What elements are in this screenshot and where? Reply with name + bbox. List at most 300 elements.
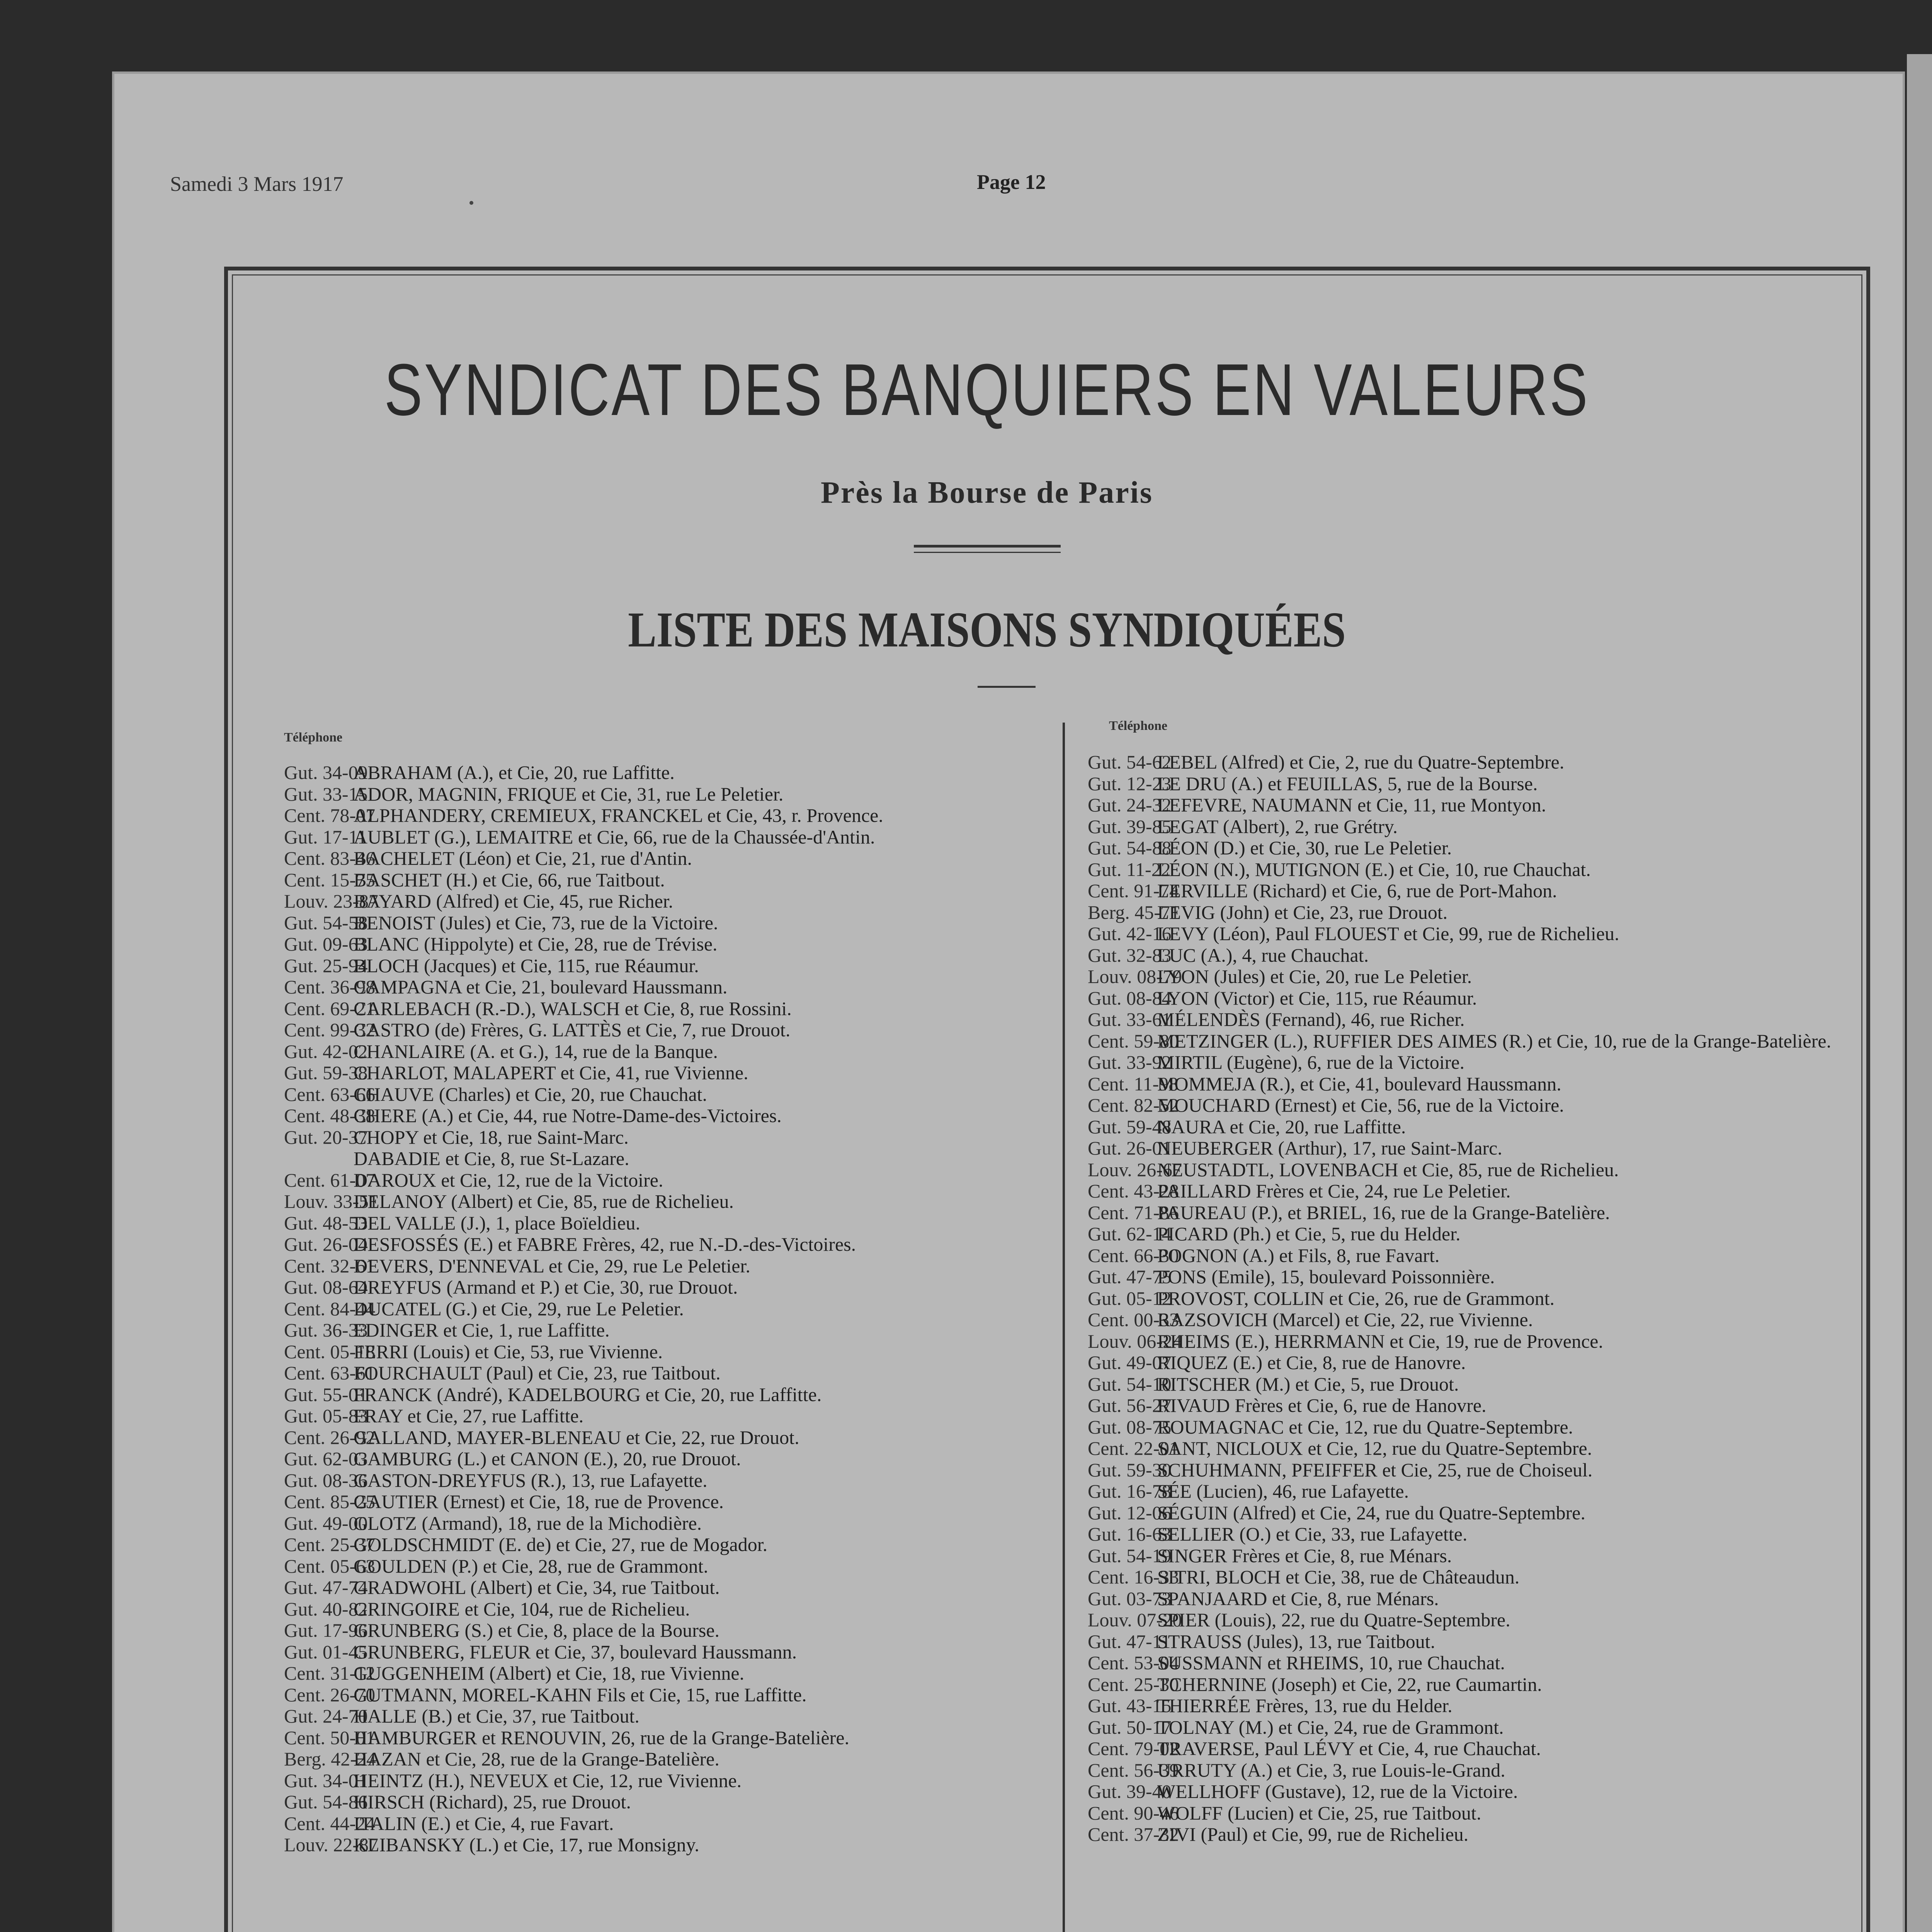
phone-exchange: Gut. 36-33 (284, 1319, 368, 1341)
phone-exchange: Gut. 16-63 (1088, 1523, 1172, 1545)
member-name-address: FRAY et Cie, 27, rue Laffitte. (354, 1405, 584, 1427)
member-entry (284, 827, 883, 848)
member-name-address: HEINTZ (H.), NEVEUX et Cie, 12, rue Vivienne. (354, 1769, 742, 1791)
member-name-address: HAMBURGER et RENOUVIN, 26, rue de la Grange-Batelière. (354, 1726, 850, 1748)
phone-exchange: Cent. 84-44 (284, 1298, 376, 1320)
member-entry (284, 1470, 883, 1492)
member-entry (1088, 1009, 1831, 1031)
phone-exchange: Cent. 61-07 (284, 1169, 376, 1191)
member-name-address: GAUTIER (Ernest) et Cie, 18, rue de Provence. (354, 1491, 724, 1512)
member-entry (1088, 1202, 1831, 1224)
phone-exchange: Gut. 43-15 (1088, 1695, 1172, 1716)
member-entry (1088, 1566, 1831, 1588)
member-name-address: SÉE (Lucien), 46, rue Lafayette. (1157, 1480, 1409, 1502)
phone-exchange: Gut. 48-53 (284, 1212, 368, 1234)
member-name-address: LE DRU (A.) et FEUILLAS, 5, rue de la Bourse. (1157, 772, 1538, 794)
member-entry (1088, 1288, 1831, 1310)
member-entry (284, 869, 883, 891)
phone-exchange: Cent. 78-07 (284, 804, 376, 826)
member-entry (1088, 1417, 1831, 1438)
member-entry (284, 1341, 883, 1363)
member-entry (284, 1084, 883, 1105)
member-entry (284, 1213, 883, 1234)
phone-exchange: Gut. 50-17 (1088, 1716, 1172, 1738)
phone-exchange: Cent. 56-39 (1088, 1759, 1179, 1781)
phone-exchange: Gut. 16-78 (1088, 1480, 1172, 1502)
phone-exchange: Cent. 00-33 (1088, 1309, 1179, 1330)
phone-exchange: Cent. 43-28 (1088, 1180, 1179, 1202)
phone-exchange: Berg. 42-24 (284, 1748, 376, 1770)
member-name-address: LEVIG (John) et Cie, 23, rue Drouot. (1157, 901, 1448, 923)
member-entry (1088, 1159, 1831, 1181)
phone-exchange: Gut. 20-37 (284, 1126, 368, 1148)
phone-exchange: Cent. 99-32 (284, 1019, 376, 1041)
phone-exchange: Gut. 54-10 (1088, 1373, 1172, 1395)
member-entry (1088, 773, 1831, 795)
member-entry (284, 1727, 883, 1749)
member-entry (1088, 837, 1831, 859)
member-name-address: DEVERS, D'ENNEVAL et Cie, 29, rue Le Peletier. (354, 1255, 750, 1277)
member-entry (284, 1577, 883, 1599)
member-name-address: PICARD (Ph.) et Cie, 5, rue du Helder. (1157, 1223, 1461, 1245)
phone-exchange: Cent. 69-21 (284, 997, 376, 1019)
member-entry (284, 1062, 883, 1084)
phone-exchange: Cent. 16-33 (1088, 1566, 1179, 1588)
phone-exchange: Gut. 59-30 (1088, 1459, 1172, 1481)
phone-exchange: Gut. 62-03 (284, 1448, 368, 1469)
phone-exchange: Cent. 22-01 (1088, 1437, 1179, 1459)
phone-exchange: Gut. 24-32 (1088, 794, 1172, 816)
phone-exchange: Gut. 39-40 (1088, 1781, 1172, 1802)
member-name-address: DABADIE et Cie, 8, rue St-Lazare. (354, 1148, 629, 1169)
phone-exchange: Cent. 85-25 (284, 1491, 376, 1512)
phone-exchange: Cent. 25-30 (1088, 1673, 1179, 1695)
member-entry (284, 1320, 883, 1341)
member-entry (1088, 1481, 1831, 1502)
syndicate-title: SYNDICAT DES BANQUIERS EN VALEURS (384, 349, 1590, 431)
member-entry (284, 1362, 883, 1384)
member-entry (1088, 1803, 1831, 1824)
phone-exchange: Gut. 26-01 (1088, 1137, 1172, 1159)
member-entry (1088, 1309, 1831, 1331)
member-entry (284, 1663, 883, 1684)
member-name-address: DUCATEL (G.) et Cie, 29, rue Le Peletier. (354, 1298, 684, 1320)
member-entry (284, 1770, 883, 1792)
member-name-address: SPIER (Louis), 22, rue du Quatre-Septembre. (1157, 1609, 1510, 1631)
member-entry (284, 1041, 883, 1063)
member-name-address: CARLEBACH (R.-D.), WALSCH et Cie, 8, rue Rossini. (354, 997, 792, 1019)
member-entry (1088, 1031, 1831, 1052)
member-name-address: POGNON (A.) et Fils, 8, rue Favart. (1157, 1244, 1440, 1266)
member-entry (284, 1448, 883, 1470)
member-name-address: GAMBURG (L.) et CANON (E.), 20, rue Drouot. (354, 1448, 741, 1469)
member-name-address: GLOTZ (Armand), 18, rue de la Michodière. (354, 1512, 702, 1534)
title-rule-top (914, 545, 1061, 548)
phone-exchange: Cent. 15-75 (284, 869, 376, 891)
phone-exchange: Gut. 54-62 (1088, 751, 1172, 773)
member-name-address: GRUNBERG (S.) et Cie, 8, place de la Bourse. (354, 1619, 720, 1641)
phone-exchange: Gut. 62-14 (1088, 1223, 1172, 1245)
member-name-address: GUGGENHEIM (Albert) et Cie, 18, rue Vivienne. (354, 1662, 745, 1684)
phone-exchange: Louv. 33-51 (284, 1190, 378, 1212)
member-entry (284, 1148, 883, 1170)
phone-exchange: Gut. 17-96 (284, 1619, 368, 1641)
member-name-address: GRINGOIRE et Cie, 104, rue de Richelieu. (354, 1598, 690, 1620)
phone-exchange: Cent. 79-02 (1088, 1738, 1179, 1759)
member-entry (1088, 1073, 1831, 1095)
masthead-page-number: Page 12 (977, 170, 1046, 194)
right-phone-header: Téléphone (1109, 719, 1168, 733)
phone-exchange: Cent. 50-01 (284, 1726, 376, 1748)
member-entry (1088, 880, 1831, 902)
phone-exchange: Cent. 26-70 (284, 1684, 376, 1706)
member-name-address: ADOR, MAGNIN, FRIQUE et Cie, 31, rue Le Peletier. (354, 783, 784, 805)
member-entry (1088, 1545, 1831, 1567)
phone-exchange: Gut. 54-88 (1088, 837, 1172, 859)
member-name-address: SCHUHMANN, PFEIFFER et Cie, 25, rue de Choiseul. (1157, 1459, 1593, 1481)
member-entry (1088, 945, 1831, 966)
member-entry (284, 955, 883, 977)
phone-exchange: Louv. 23-87 (284, 890, 378, 912)
member-entry (284, 1170, 883, 1191)
member-entry (284, 934, 883, 955)
member-entry (1088, 1266, 1831, 1288)
phone-exchange: Gut. 54-58 (284, 912, 368, 934)
member-entry (284, 1427, 883, 1449)
member-name-address: GRUNBERG, FLEUR et Cie, 37, boulevard Haussmann. (354, 1641, 797, 1663)
phone-exchange: Cent. 91-74 (1088, 880, 1179, 901)
member-name-address: HALLE (B.) et Cie, 37, rue Taitbout. (354, 1705, 639, 1727)
phone-exchange: Gut. 05-83 (284, 1405, 368, 1427)
member-name-address: FRANCK (André), KADELBOURG et Cie, 20, rue Laffitte. (354, 1383, 822, 1405)
left-phone-header: Téléphone (284, 730, 343, 745)
right-member-list (1088, 752, 1831, 1845)
print-speck (469, 201, 473, 205)
member-entry (1088, 1609, 1831, 1631)
member-name-address: RHEIMS (E.), HERRMANN et Cie, 19, rue de Provence. (1157, 1330, 1603, 1352)
member-name-address: BLOCH (Jacques) et Cie, 115, rue Réaumur. (354, 954, 699, 976)
member-name-address: GOULDEN (P.) et Cie, 28, rue de Grammont. (354, 1555, 708, 1577)
member-name-address: RITSCHER (M.) et Cie, 5, rue Drouot. (1157, 1373, 1459, 1395)
member-name-address: BLANC (Hippolyte) et Cie, 28, rue de Trévise. (354, 933, 718, 955)
phone-exchange: Cent. 44-24 (284, 1812, 376, 1834)
member-entry (284, 1599, 883, 1620)
member-name-address: PAUREAU (P.), et BRIEL, 16, rue de la Grange-Batelière. (1157, 1201, 1610, 1223)
member-entry (1088, 1502, 1831, 1524)
phone-exchange: Cent. 26-92 (284, 1426, 376, 1448)
member-entry (1088, 1674, 1831, 1696)
member-entry (284, 1405, 883, 1427)
phone-exchange: Cent. 90-46 (1088, 1802, 1179, 1824)
member-entry (1088, 1180, 1831, 1202)
member-entry (1088, 923, 1831, 945)
member-entry (1088, 1824, 1831, 1845)
member-entry (284, 1534, 883, 1556)
member-name-address: BACHELET (Léon) et Cie, 21, rue d'Antin. (354, 847, 692, 869)
phone-exchange: Gut. 33-61 (1088, 1009, 1172, 1030)
phone-exchange: Gut. 56-27 (1088, 1395, 1172, 1416)
member-name-address: NEUBERGER (Arthur), 17, rue Saint-Marc. (1157, 1137, 1502, 1159)
member-name-address: CHOPY et Cie, 18, rue Saint-Marc. (354, 1126, 629, 1148)
member-name-address: PAILLARD Frères et Cie, 24, rue Le Peletier. (1157, 1180, 1511, 1202)
member-entry (284, 1105, 883, 1127)
phone-exchange: Louv. 06-24 (1088, 1330, 1182, 1352)
member-entry (1088, 1459, 1831, 1481)
phone-exchange: Gut. 39-85 (1088, 815, 1172, 837)
phone-exchange: Cent. 82-52 (1088, 1094, 1179, 1116)
member-name-address: URRUTY (A.) et Cie, 3, rue Louis-le-Grand. (1157, 1759, 1505, 1781)
phone-exchange: Gut. 12-06 (1088, 1502, 1172, 1524)
member-entry (1088, 1331, 1831, 1352)
member-entry (284, 912, 883, 934)
member-entry (1088, 902, 1831, 923)
member-name-address: SITRI, BLOCH et Cie, 38, rue de Châteaudun. (1157, 1566, 1520, 1588)
member-name-address: FERRI (Louis) et Cie, 53, rue Vivienne. (354, 1340, 663, 1362)
phone-exchange: Cent. 36-98 (284, 976, 376, 998)
member-entry (284, 1491, 883, 1513)
phone-exchange: Cent. 71-86 (1088, 1201, 1179, 1223)
phone-exchange: Gut. 54-86 (284, 1791, 368, 1813)
adjacent-page-edge (1907, 54, 1932, 1932)
member-entry (284, 1706, 883, 1727)
member-entry (1088, 1781, 1831, 1803)
phone-exchange: Gut. 47-11 (1088, 1630, 1171, 1652)
member-name-address: RIVAUD Frères et Cie, 6, rue de Hanovre. (1157, 1395, 1486, 1416)
member-name-address: MOMMEJA (R.), et Cie, 41, boulevard Haussmann. (1157, 1073, 1561, 1095)
member-entry (284, 891, 883, 912)
member-entry (284, 1191, 883, 1213)
phone-exchange: Gut. 32-83 (1088, 944, 1172, 966)
member-entry (284, 1834, 883, 1856)
phone-exchange: Louv. 08-79 (1088, 966, 1182, 987)
phone-exchange: Gut. 17-11 (284, 826, 367, 848)
phone-exchange: Gut. 42-16 (1088, 923, 1172, 944)
member-entry (284, 1384, 883, 1406)
member-entry (1088, 816, 1831, 838)
member-name-address: SUSSMANN et RHEIMS, 10, rue Chauchat. (1157, 1652, 1505, 1673)
member-name-address: MIRTIL (Eugène), 6, rue de la Victoire. (1157, 1051, 1465, 1073)
member-entry (1088, 1374, 1831, 1395)
member-name-address: LEGAT (Albert), 2, rue Grétry. (1157, 815, 1398, 837)
member-entry (1088, 752, 1831, 773)
phone-exchange: Gut. 54-19 (1088, 1544, 1172, 1566)
member-entry (1088, 1352, 1831, 1374)
phone-exchange: Louv. 26-67 (1088, 1158, 1182, 1180)
member-entry (1088, 1138, 1831, 1159)
phone-exchange: Cent. 66-30 (1088, 1244, 1179, 1266)
member-name-address: GUTMANN, MOREL-KAHN Fils et Cie, 15, rue Laffitte. (354, 1684, 807, 1706)
member-entry (284, 1684, 883, 1706)
phone-exchange: Cent. 11-98 (1088, 1073, 1179, 1095)
member-entry (284, 998, 883, 1020)
member-entry (284, 848, 883, 869)
member-name-address: NEUSTADTL, LOVENBACH et Cie, 85, rue de Richelieu. (1157, 1158, 1619, 1180)
member-name-address: AUBLET (G.), LEMAITRE et Cie, 66, rue de la Chaussée-d'Antin. (354, 826, 875, 848)
phone-exchange: Gut. 12-23 (1088, 772, 1172, 794)
member-name-address: LYON (Victor) et Cie, 115, rue Réaumur. (1157, 987, 1477, 1009)
member-name-address: DREYFUS (Armand et P.) et Cie, 30, rue Drouot. (354, 1276, 738, 1298)
member-name-address: RIQUEZ (E.) et Cie, 8, rue de Hanovre. (1157, 1352, 1466, 1373)
member-entry (284, 762, 883, 784)
phone-exchange: Gut. 42-02 (284, 1040, 368, 1062)
phone-exchange: Gut. 49-07 (1088, 1352, 1172, 1373)
list-title-rule (978, 686, 1036, 688)
member-name-address: CASTRO (de) Frères, G. LATTÈS et Cie, 7, rue Drouot. (354, 1019, 791, 1041)
phone-exchange: Gut. 25-94 (284, 954, 368, 976)
column-divider (1063, 723, 1065, 1932)
member-name-address: MÉLENDÈS (Fernand), 46, rue Richer. (1157, 1009, 1465, 1030)
member-name-address: SELLIER (O.) et Cie, 33, rue Lafayette. (1157, 1523, 1468, 1545)
member-name-address: BAYARD (Alfred) et Cie, 45, rue Richer. (354, 890, 673, 912)
member-entry (1088, 1095, 1831, 1116)
phone-exchange: Gut. 59-48 (1088, 1116, 1172, 1138)
member-entry (1088, 1652, 1831, 1674)
member-entry (1088, 1631, 1831, 1653)
phone-exchange: Gut. 11-22 (1088, 858, 1171, 880)
member-entry (1088, 1717, 1831, 1738)
phone-exchange: Gut. 47-74 (284, 1577, 368, 1598)
phone-exchange: Louv. 07-20 (1088, 1609, 1182, 1631)
member-name-address: GALLAND, MAYER-BLENEAU et Cie, 22, rue Drouot. (354, 1426, 799, 1448)
member-entry (284, 1556, 883, 1577)
phone-exchange: Cent. 83-46 (284, 847, 376, 869)
phone-exchange: Gut. 34-09 (284, 762, 368, 783)
member-name-address: WELLHOFF (Gustave), 12, rue de la Victoire. (1157, 1781, 1518, 1802)
member-name-address: HAZAN et Cie, 28, rue de la Grange-Batelière. (354, 1748, 719, 1770)
member-entry (1088, 1588, 1831, 1610)
member-entry (1088, 1116, 1831, 1138)
title-rule-bottom (914, 552, 1061, 553)
member-entry (1088, 1524, 1831, 1545)
member-name-address: ZIVI (Paul) et Cie, 99, rue de Richelieu. (1157, 1823, 1469, 1845)
member-name-address: TOLNAY (M.) et Cie, 24, rue de Grammont. (1157, 1716, 1504, 1738)
member-name-address: SPANJAARD et Cie, 8, rue Ménars. (1157, 1587, 1439, 1609)
phone-exchange: Cent. 48-38 (284, 1105, 376, 1126)
member-name-address: LEBEL (Alfred) et Cie, 2, rue du Quatre-Septembre. (1157, 751, 1565, 773)
phone-exchange: Gut. 08-36 (284, 1469, 368, 1491)
member-entry (1088, 1695, 1831, 1717)
member-entry (284, 1127, 883, 1148)
member-name-address: GOLDSCHMIDT (E. de) et Cie, 27, rue de Mogador. (354, 1534, 768, 1555)
phone-exchange: Gut. 59-38 (284, 1062, 368, 1083)
phone-exchange: Cent. 25-37 (284, 1534, 376, 1555)
member-name-address: TRAVERSE, Paul LÉVY et Cie, 4, rue Chauchat. (1157, 1738, 1541, 1759)
phone-exchange: Cent. 37-32 (1088, 1823, 1179, 1845)
phone-exchange: Gut. 24-70 (284, 1705, 368, 1727)
phone-exchange: Cent. 05-18 (284, 1340, 376, 1362)
member-name-address: ITALIN (E.) et Cie, 4, rue Favart. (354, 1812, 614, 1834)
member-entry (284, 1234, 883, 1255)
left-member-list (284, 762, 883, 1856)
member-name-address: TCHERNINE (Joseph) et Cie, 22, rue Caumartin. (1157, 1673, 1542, 1695)
member-entry (284, 1298, 883, 1320)
phone-exchange: Gut. 26-04 (284, 1233, 368, 1255)
member-entry (284, 805, 883, 827)
member-name-address: DESFOSSÉS (E.) et FABRE Frères, 42, rue N.-D.-des-Victoires. (354, 1233, 856, 1255)
member-name-address: LEFEVRE, NAUMANN et Cie, 11, rue Montyon. (1157, 794, 1546, 816)
member-name-address: LYON (Jules) et Cie, 20, rue Le Peletier. (1157, 966, 1472, 987)
member-entry (284, 1513, 883, 1534)
member-name-address: GRADWOHL (Albert) et Cie, 34, rue Taitbout. (354, 1577, 720, 1598)
member-name-address: SINGER Frères et Cie, 8, rue Ménars. (1157, 1544, 1452, 1566)
phone-exchange: Gut. 03-73 (1088, 1587, 1172, 1609)
member-name-address: WOLFF (Lucien) et Cie, 25, rue Taitbout. (1157, 1802, 1481, 1824)
phone-exchange: Gut. 34-01 (284, 1769, 368, 1791)
member-entry (284, 1255, 883, 1277)
member-name-address: RAZSOVICH (Marcel) et Cie, 22, rue Vivienne. (1157, 1309, 1533, 1330)
member-entry (284, 1791, 883, 1813)
member-name-address: CAMPAGNA et Cie, 21, boulevard Haussmann. (354, 976, 728, 998)
member-name-address: LEVY (Léon), Paul FLOUEST et Cie, 99, rue de Richelieu. (1157, 923, 1619, 944)
phone-exchange: Cent. 63-66 (284, 1083, 376, 1105)
member-entry (284, 1019, 883, 1041)
member-name-address: ROUMAGNAC et Cie, 12, rue du Quatre-Septembre. (1157, 1416, 1573, 1438)
phone-exchange: Gut. 08-64 (284, 1276, 368, 1298)
masthead-date: Samedi 3 Mars 1917 (170, 172, 344, 196)
member-name-address: THIERRÉE Frères, 13, rue du Helder. (1157, 1695, 1452, 1716)
member-entry (1088, 794, 1831, 816)
phone-exchange: Cent. 32-61 (284, 1255, 376, 1277)
member-name-address: CHARLOT, MALAPERT et Cie, 41, rue Vivienne. (354, 1062, 748, 1083)
member-entry (1088, 1223, 1831, 1245)
member-entry (284, 1620, 883, 1641)
member-name-address: CHAUVE (Charles) et Cie, 20, rue Chauchat. (354, 1083, 707, 1105)
member-name-address: DEL VALLE (J.), 1, place Boïeldieu. (354, 1212, 640, 1234)
phone-exchange: Gut. 33-92 (1088, 1051, 1172, 1073)
member-entry (1088, 1738, 1831, 1760)
member-name-address: LÉON (D.) et Cie, 30, rue Le Peletier. (1157, 837, 1452, 859)
member-name-address: CHANLAIRE (A. et G.), 14, rue de la Banque. (354, 1040, 718, 1062)
member-name-address: METZINGER (L.), RUFFIER DES AIMES (R.) et Cie, 10, rue de la Grange-Batelière. (1157, 1030, 1832, 1052)
member-name-address: MOUCHARD (Ernest) et Cie, 56, rue de la Victoire. (1157, 1094, 1564, 1116)
phone-exchange: Gut. 55-01 (284, 1383, 368, 1405)
phone-exchange: Gut. 40-82 (284, 1598, 368, 1620)
phone-exchange: Gut. 08-75 (1088, 1416, 1172, 1438)
member-entry (284, 1813, 883, 1835)
member-name-address: FOURCHAULT (Paul) et Cie, 23, rue Taitbout. (354, 1362, 721, 1384)
phone-exchange: Gut. 49-00 (284, 1512, 368, 1534)
member-name-address: LUC (A.), 4, rue Chauchat. (1157, 944, 1369, 966)
phone-exchange: Cent. 31-12 (284, 1662, 376, 1684)
phone-exchange: Gut. 08-84 (1088, 987, 1172, 1009)
member-name-address: DAROUX et Cie, 12, rue de la Victoire. (354, 1169, 663, 1191)
member-entry (284, 976, 883, 998)
member-name-address: CHERE (A.) et Cie, 44, rue Notre-Dame-des-Victoires. (354, 1105, 782, 1126)
member-entry (1088, 1245, 1831, 1267)
phone-exchange: Cent. 05-63 (284, 1555, 376, 1577)
phone-exchange: Cent. 53-04 (1088, 1652, 1179, 1673)
phone-exchange: Gut. 47-75 (1088, 1266, 1172, 1287)
member-entry (1088, 859, 1831, 881)
member-name-address: SANT, NICLOUX et Cie, 12, rue du Quatre-Septembre. (1157, 1437, 1592, 1459)
member-name-address: DELANOY (Albert) et Cie, 85, rue de Richelieu. (354, 1190, 734, 1212)
phone-exchange: Gut. 33-15 (284, 783, 368, 805)
member-name-address: ALPHANDERY, CREMIEUX, FRANCKEL et Cie, 43, r. Provence. (354, 804, 883, 826)
phone-exchange: Cent. 63-61 (284, 1362, 376, 1384)
member-entry (284, 784, 883, 805)
phone-exchange: Gut. 01-45 (284, 1641, 368, 1663)
member-name-address: ABRAHAM (A.), et Cie, 20, rue Laffitte. (354, 762, 675, 783)
member-entry (1088, 1052, 1831, 1073)
member-name-address: LÉON (N.), MUTIGNON (E.) et Cie, 10, rue Chauchat. (1157, 858, 1591, 880)
member-entry (1088, 988, 1831, 1009)
member-name-address: STRAUSS (Jules), 13, rue Taitbout. (1157, 1630, 1435, 1652)
syndicate-subtitle: Près la Bourse de Paris (821, 476, 1153, 510)
phone-exchange: Berg. 45-71 (1088, 901, 1180, 923)
member-name-address: BASCHET (H.) et Cie, 66, rue Taitbout. (354, 869, 665, 891)
member-entry (1088, 1760, 1831, 1781)
phone-exchange: Gut. 05-12 (1088, 1287, 1172, 1309)
